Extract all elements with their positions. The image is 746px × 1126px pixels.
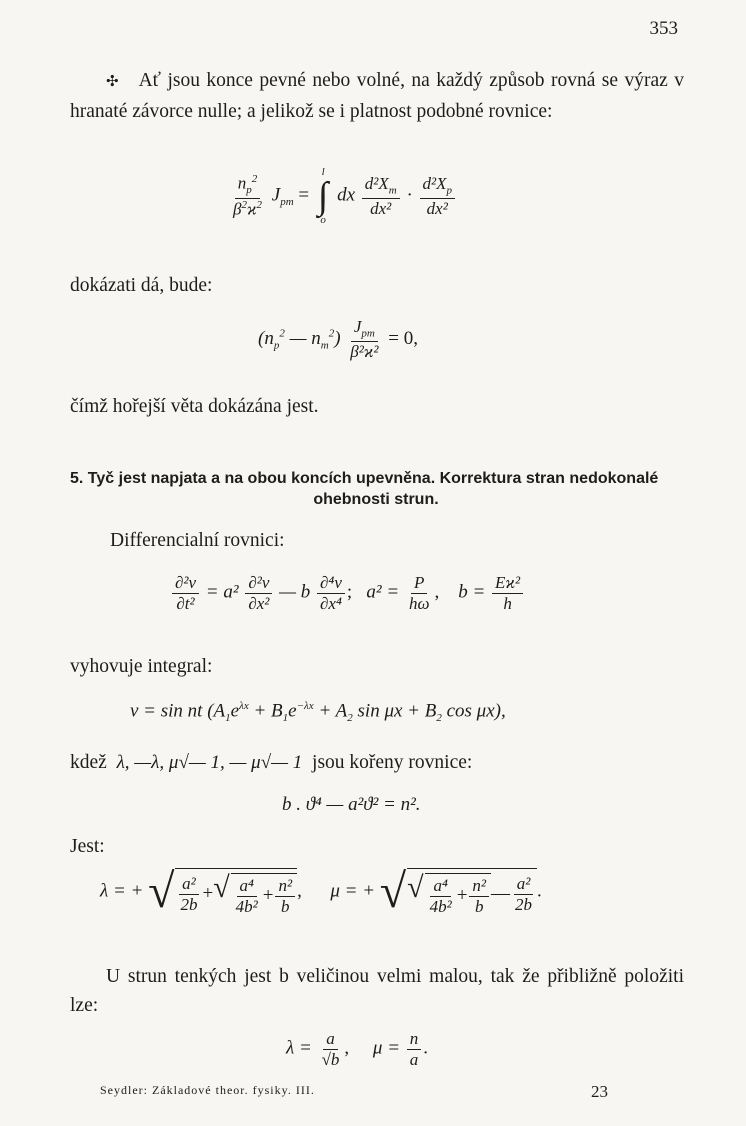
eq1-lhs-fraction: $\frac{n_p^2}{\beta^2ϰ^2}$ <box>233 172 263 219</box>
footer-citation: Seydler: Základové theor. fysiky. III. <box>100 1083 315 1097</box>
equation-5: b . ϑ⁴ — a²ϑ² = n². <box>282 794 421 815</box>
integral-sign: l ∫ o <box>317 166 329 226</box>
section-mark-icon: ✣ <box>106 74 119 90</box>
lambda-sqrt: √ $\frac{\text{a²}}{2b}$ + √ $\frac{\text{a⁴}}{\text{4b²}}$ + $\frac{\text{n²}}{b}$ <box>148 868 297 916</box>
paragraph-strings: U strun tenkých jest b veličinou velmi malou, tak že přibližně položiti lze: <box>70 966 684 1016</box>
paragraph-intro-text: Ať jsou konce pevné nebo volné, na každý způsob rovná se výraz v hranaté závorce nulle; a jelikož se i platnost podobné rovnice: <box>70 70 684 122</box>
text-vyhovuje: vyhovuje integral: <box>70 656 213 677</box>
roots-line: kdež λ, —λ, μ√— 1, — μ√— 1 jsou kořeny rovnice: <box>70 752 473 773</box>
equation-7: λ = $\frac{a}{√b}$ , μ = $\frac{n}{a}$ . <box>286 1029 429 1069</box>
equation-3: $\frac{\text{∂²v}}{\text{∂t²}}$ = a² $\frac{\text{∂²v}}{\text{∂x²}}$ — b $\frac{\text{∂⁴v}}{\text{∂x⁴}}$ ; a² = $\frac{P}{h\omega}$ , b = $\frac{\text{Eϰ²}}{h}$ <box>170 574 525 613</box>
sheet-number: 23 <box>591 1082 608 1101</box>
text-differencialni: Differencialní rovnici: <box>110 530 285 551</box>
equation-4: v = sin nt ($A_1e^{\lambda x} + B_1e^{-\lambda x} + A_2$ $\sin \mu x + B_2$ cos μx), <box>130 700 506 725</box>
eq2-fraction: $\frac{J_{pm}}{\text{β²ϰ²}}$ <box>350 317 379 361</box>
page-number: 353 <box>649 18 678 39</box>
roots-list: λ, —λ, μ√— 1, — μ√— 1 <box>116 752 303 773</box>
equation-1: $\frac{n_p^2}{\beta^2ϰ^2}$ $J_{pm}$ = l ∫ o dx $\frac{d^2X_m}{\text{dx²}}$ · $\frac{d^2X_p}{\text{dx²}}$ <box>228 166 457 226</box>
eq1-fraction-xm: $\frac{d^2X_m}{\text{dx²}}$ <box>362 175 400 218</box>
mu-sqrt: √ √ $\frac{\text{a⁴}}{\text{4b²}}$ + $\frac{\text{n²}}{b}$ — $\frac{\text{a²}}{2b}$ <box>380 868 537 916</box>
eq1-fraction-xp: $\frac{d^2X_p}{\text{dx²}}$ <box>420 175 455 218</box>
equation-6: λ = + √ $\frac{\text{a²}}{2b}$ + √ $\frac{\text{a⁴}}{\text{4b²}}$ + $\frac{\text{n²}}{b}$ , μ = + √ √ $\frac{\text{a⁴}}{\text{4b²}}$ + $\frac{\text{n²}}{b}$ — $\frac{\text{a²}}{2b}$ . <box>100 865 542 918</box>
text-dokazati: dokázati dá, bude: <box>70 275 213 296</box>
text-jest: Jest: <box>70 836 105 857</box>
section-heading: 5. Tyč jest napjata a na obou koncích upevněna. Korrektura stran nedokonalé ohebnosti strun. <box>70 470 659 508</box>
paragraph-intro <box>70 66 684 126</box>
text-cimz: čímž hořejší věta dokázána jest. <box>70 396 319 417</box>
equation-2: ($n_p^2$ — $n_m^2$) $\frac{J_{pm}}{\text{β²ϰ²}}$ = 0, <box>258 317 418 361</box>
